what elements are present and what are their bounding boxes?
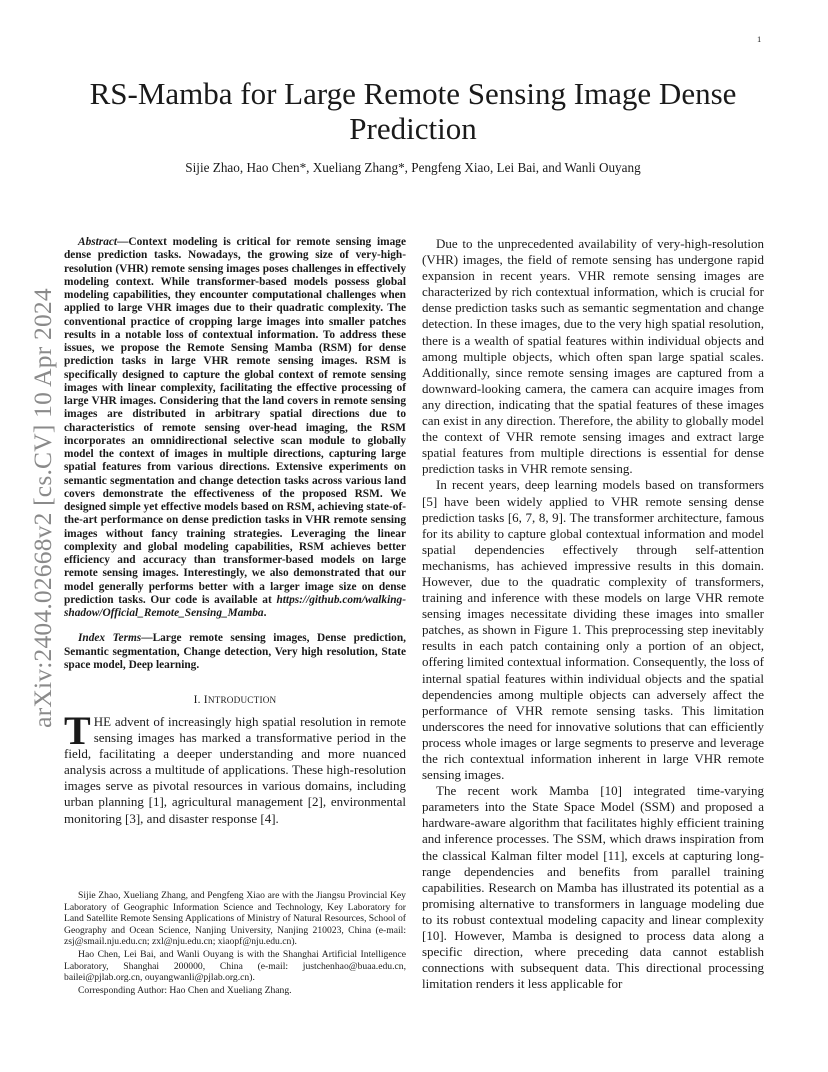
page-number: 1 [757, 34, 762, 44]
intro-paragraph-3: In recent years, deep learning models based on transformers [5] have been widely applied to VHR remote sensing dense prediction tasks [6, 7, 8, 9]. The transformer architecture, famous for its ability to capture global contextual information and model spatial dependencies effectively through self-attention mechanisms, has achieved impressive results in this domain. However, due to the quadratic complexity of transformers, training and inference with these models on large VHR remote sensing images necessitate dividing these images into smaller patches, as shown in Figure 1. This preprocessing step inevitably results in each patch containing only a portion of an object, offering limited contextual information. Consequently, the loss of internal spatial features within individual objects and the spatial dependencies among multiple objects can adversely affect the performance of VHR remote sensing tasks. This limitation underscores the need for innovative solutions that can efficiently process whole images or large segments to preserve and leverage the rich contextual information inherent in large VHR remote sensing images. [422, 477, 764, 783]
author-list: Sijie Zhao, Hao Chen*, Xueliang Zhang*, Pengfeng Xiao, Lei Bai, and Wanli Ouyang [185, 160, 641, 175]
right-column [422, 236, 764, 992]
drop-cap: T [64, 708, 91, 753]
section-heading-introduction [64, 694, 406, 706]
footnote-corresponding-author: Corresponding Author: Hao Chen and Xueliang Zhang. [78, 984, 292, 996]
intro-caps-word: HE [93, 714, 112, 729]
section-numeral: I. [193, 694, 204, 706]
index-terms-text: Large remote sensing images, Dense prediction, Semantic segmentation, Change detection, Very high resolution, State space model, Deep learning. [64, 632, 406, 671]
abstract-text: Context modeling is critical for remote sensing image dense prediction tasks. Nowadays, the growing size of very-high-resolution (VHR) remote sensing images poses challenges in effectively modeling context. While transformer-based models possess global modeling capabilities, they encounter computational challenges when applied to large VHR images due to their quadratic complexity. The conventional practice of cropping large images into smaller patches results in a notable loss of contextual information. To address these issues, we propose the Remote Sensing Mamba (RSM) for dense prediction tasks in large VHR remote sensing images. RSM is specifically designed to capture the global context of remote sensing images with linear complexity, facilitating the effective processing of large VHR images. Considering that the land covers in remote sensing images are distributed in arbitrary spatial directions due to characteristics of remote sensing over-head imaging, the RSM incorporates an omnidirectional selective scan module to globally model the context of images in multiple directions, capturing large spatial features from various directions. Extensive experiments on semantic segmentation and change detection tasks across various land covers demonstrate the effectiveness of the proposed RSM. We designed simple yet effective models based on RSM, achieving state-of-the-art performance on dense prediction tasks in VHR remote sensing images without fancy training strategies. Leveraging the linear complexity and global modeling capabilities, RSM achieves better efficiency and accuracy than transformer-based models on large remote sensing images. Interestingly, we also demonstrated that our model generally performs better with a larger image size on dense prediction tasks. Our code is available at [64, 236, 406, 606]
footnote-affiliation-nju: Sijie Zhao, Xueliang Zhang, and Pengfeng Xiao are with the Jiangsu Provincial Key Laboratory of Geographic Information Science and Technology, Key Laboratory for Land Satellite Remote Sensing Applications of Ministry of Natural Resources, School of Geography and Ocean Science, Nanjing University, Nanjing 210023, China (e-mail: zsj@smail.nju.edu.cn; zxl@nju.edu.cn; xiaopf@nju.edu.cn). [64, 890, 406, 948]
index-terms-label: Index Terms [78, 632, 142, 645]
section-heading-rest: NTRODUCTION [207, 695, 277, 705]
footnote-affiliation-shanghai-ai-lab: Hao Chen, Lei Bai, and Wanli Ouyang is with the Shanghai Artificial Intelligence Laboratory, Shanghai 200000, China (e-mail: justchenhao@buaa.edu.cn, bailei@pjlab.org.cn, ouyangwanli@pjlab.org.cn). [64, 948, 406, 984]
section-heading-initial: I [203, 694, 208, 706]
abstract-dash: — [117, 236, 129, 248]
abstract-label: Abstract [78, 236, 118, 248]
abstract-end: . [263, 607, 267, 619]
intro-paragraph-2: Due to the unprecedented availability of very-high-resolution (VHR) images, the field of remote sensing has undergone rapid expansion in recent years. VHR remote sensing images are characterized by rich contextual information, which is crucial for dense prediction tasks such as semantic segmentation and change detection. In these images, due to the very high spatial resolution, there is a wealth of spatial features within individual objects and among multiple objects, which often span large spatial scales. Additionally, since remote sensing images are captured from a downward-looking camera, the camera can acquire images from any direction, indicating that the spatial features of these images can exist in any direction. Therefore, the ability to globally model the context of VHR remote sensing images and extract large spatial features from multiple directions is essential for dense prediction tasks in VHR remote sensing. [422, 236, 764, 477]
intro-paragraph-4: The recent work Mamba [10] integrated time-varying parameters into the State Space Model (SSM) and proposed a hardware-aware algorithm that facilitates highly efficient training and inference processes. The SSM, which draws inspiration from the classical Kalman filter model [11], excels at capturing long-range dependencies and benefits from parallel training capabilities. Research on Mamba has illustrated its potential as a promising alternative to transformers in language modeling due to its robust contextual modeling capacity and linear complexity [10]. However, Mamba is designed to process data along a specific direction, where preceding data cannot establish connections with subsequent data. This directional processing limitation renders it less applicable for [422, 783, 764, 992]
index-terms-dash: — [141, 632, 153, 645]
paper-title: RS-Mamba for Large Remote Sensing Image Dense Prediction [89, 76, 737, 146]
left-column [64, 236, 406, 827]
intro-paragraph-1-text: advent of increasingly high spatial resolution in remote sensing images has marked a transformative period in the field, facilitating a deeper understanding and more nuanced analysis across a multitude of applications. These high-resolution images serve as pivotal resources in various domains, including urban planning [1], agricultural management [2], environmental monitoring [3], and disaster response [4]. [64, 714, 406, 826]
abstract [64, 236, 406, 620]
arxiv-identifier-stamp: arXiv:2404.02668v2 [cs.CV] 10 Apr 2024 [28, 288, 57, 728]
footnotes [64, 890, 406, 997]
intro-paragraph-1 [64, 708, 406, 827]
index-terms [64, 632, 406, 672]
code-repository-link[interactable]: https://github.com/walking-shadow/Official_Remote_Sensing_Mamba [64, 593, 406, 619]
